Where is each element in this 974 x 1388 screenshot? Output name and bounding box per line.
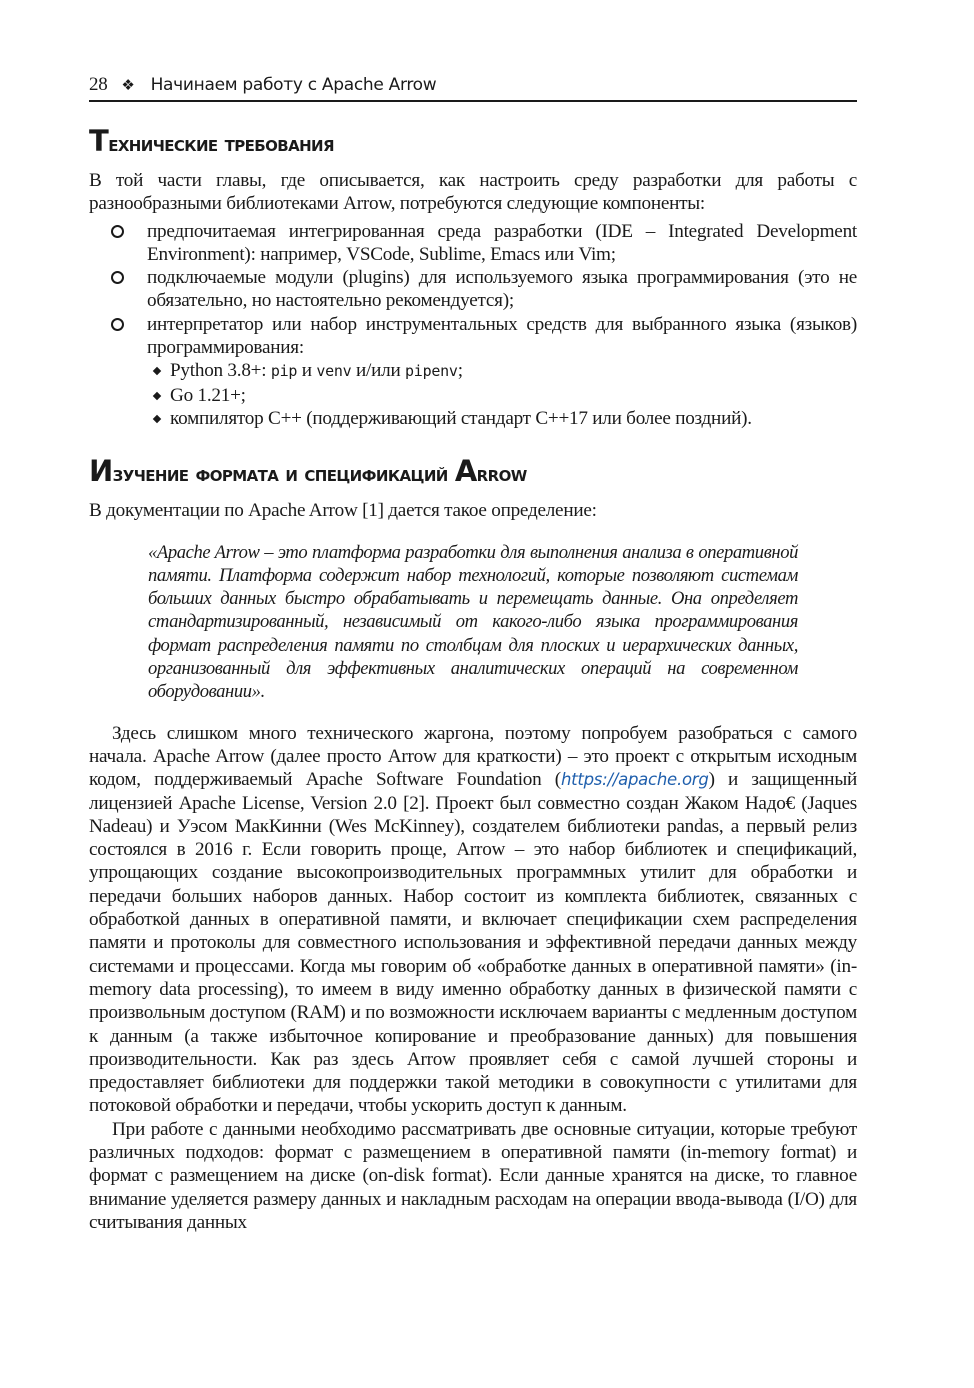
sub-item-text: Python 3.8+: <box>170 360 271 382</box>
book-page <box>89 74 857 1234</box>
list-item <box>147 313 857 430</box>
definition-intro: В документации по Apache Arrow [1] дается такое определение: <box>89 500 597 522</box>
section-heading-requirements <box>89 124 857 158</box>
requirements-intro: В той части главы, где описывается, как настроить среду разработки для работы с разнообразными библиотеками Arrow, потребуются следующие компоненты: <box>89 170 857 215</box>
chapter-title: Начинаем работу с Apache Arrow <box>150 75 437 95</box>
list-item-text: предпочитаемая интегрированная среда разработки (IDE – Integrated Development Environment): например, VSCode, Sublime, Emacs или Vim; <box>147 220 857 265</box>
paragraph-text: Здесь слишком много технического жаргона, поэтому попробуем разобраться с самого начала. Apache Arrow (далее просто Arrow для краткости) – это проект с открытым исходным кодом, поддерживаемый Apache Software Foundation ( <box>89 722 857 791</box>
diamond-bullet-icon <box>153 367 161 375</box>
list-item <box>147 266 857 313</box>
circle-bullet-icon <box>111 318 124 331</box>
ornament-icon: ❖ <box>121 76 135 94</box>
sub-item-text: и/или <box>351 360 406 382</box>
heading-rest: rrow <box>476 462 527 488</box>
list-item <box>147 220 857 267</box>
requirements-list <box>89 220 857 431</box>
circle-bullet-icon <box>111 271 124 284</box>
code-pipenv: pipenv <box>405 362 458 381</box>
sub-item-text: Go 1.21+; <box>170 384 246 406</box>
sub-list-item <box>170 359 857 383</box>
body-paragraph-2: При работе с данными необходимо рассматривать две основные ситуации, которые требуют различных подходов: формат с размещением в оперативной памяти (in-memory format) и формат с размещением на диске (on-disk format). Если данные хранятся на диске, то главное внимание уделяется размеру данных и накладным расходам на операции ввода-вывода (I/O) для считывания данных <box>89 1118 857 1233</box>
apache-org-link[interactable]: https://apache.org <box>560 770 709 790</box>
paragraph-text: ) и защищенный лицензией Apache License, Version 2.0 [2]. Проект был совместно создан Жаком Надо€ (Jaques Nadeau) и Уэсом МакКинни (Wes McKinney), создателем библиотеки pandas, а первый релиз состоялся в 2016 г. Если говорить проще, Arrow – это набор библиотек и спецификаций, упрощающих создание высокопроизводительных программных утилит для обработки и передачи больших наборов данных. Набор состоит из комплекта библиотек, связанных с обработкой данных в оперативной памяти, и включает спецификации схем распределения памяти и протоколы для совместного использования и эффективной передачи данных между системами и процессами. Когда мы говорим об «обработке данных в оперативной памяти» (in-memory data processing), то имеем в виду именно обработку данных в физической памяти с произвольным доступом (RAM) и по возможности исключаем варианты с медленным доступом к данным (а также избыточное копирование и преобразование данных) для повышения производительности. Как раз здесь Arrow проявляет себя с самой лучшей стороны и предоставляет библиотеки для поддержки такой методики в совокупности с утилитами для потоковой обработки и передачи, чтобы ускорить доступ к данным. <box>89 769 857 1117</box>
sub-list-item <box>170 384 857 407</box>
heading-rest: зучение формата и спецификаций <box>112 462 455 488</box>
body-paragraph-1 <box>89 722 857 1118</box>
list-item-text: подключаемые модули (plugins) для используемого языка программирования (это не обязательно, но настоятельно рекомендуется); <box>147 267 857 312</box>
running-head <box>89 74 857 102</box>
list-item-text: интерпретатор или набор инструментальных средств для выбранного языка (языков) программирования: <box>147 313 857 359</box>
page-number: 28 <box>89 74 108 95</box>
heading-initial: A <box>454 454 477 489</box>
circle-bullet-icon <box>111 225 124 238</box>
definition-quote: «Apache Arrow – это платформа разработки для выполнения анализа в оперативной памяти. Платформа содержит набор технологий, которые позволяют системам больших данных быстро обрабатывать и перемещать данные. Она определяет стандартизированный, независимый от какого-либо языка программирования формат распределения памяти по столбцам для плоских и иерархических данных, организованный для эффективных аналитических операций на современном оборудовании». <box>148 541 798 703</box>
sub-list-item <box>170 407 857 430</box>
diamond-bullet-icon <box>153 415 161 423</box>
heading-initial: Т <box>89 124 109 158</box>
sub-list <box>147 359 857 430</box>
heading-rest: ехнические требования <box>108 132 334 157</box>
diamond-bullet-icon <box>153 391 161 399</box>
sub-item-text: ; <box>457 360 463 382</box>
heading-initial: И <box>89 454 113 489</box>
sub-item-text: и <box>297 360 317 382</box>
section-heading-arrow-format <box>89 454 857 488</box>
code-venv: venv <box>316 362 352 381</box>
code-pip: pip <box>270 362 298 381</box>
sub-item-text: компилятор C++ (поддерживающий стандарт C++17 или более поздний). <box>170 407 752 429</box>
